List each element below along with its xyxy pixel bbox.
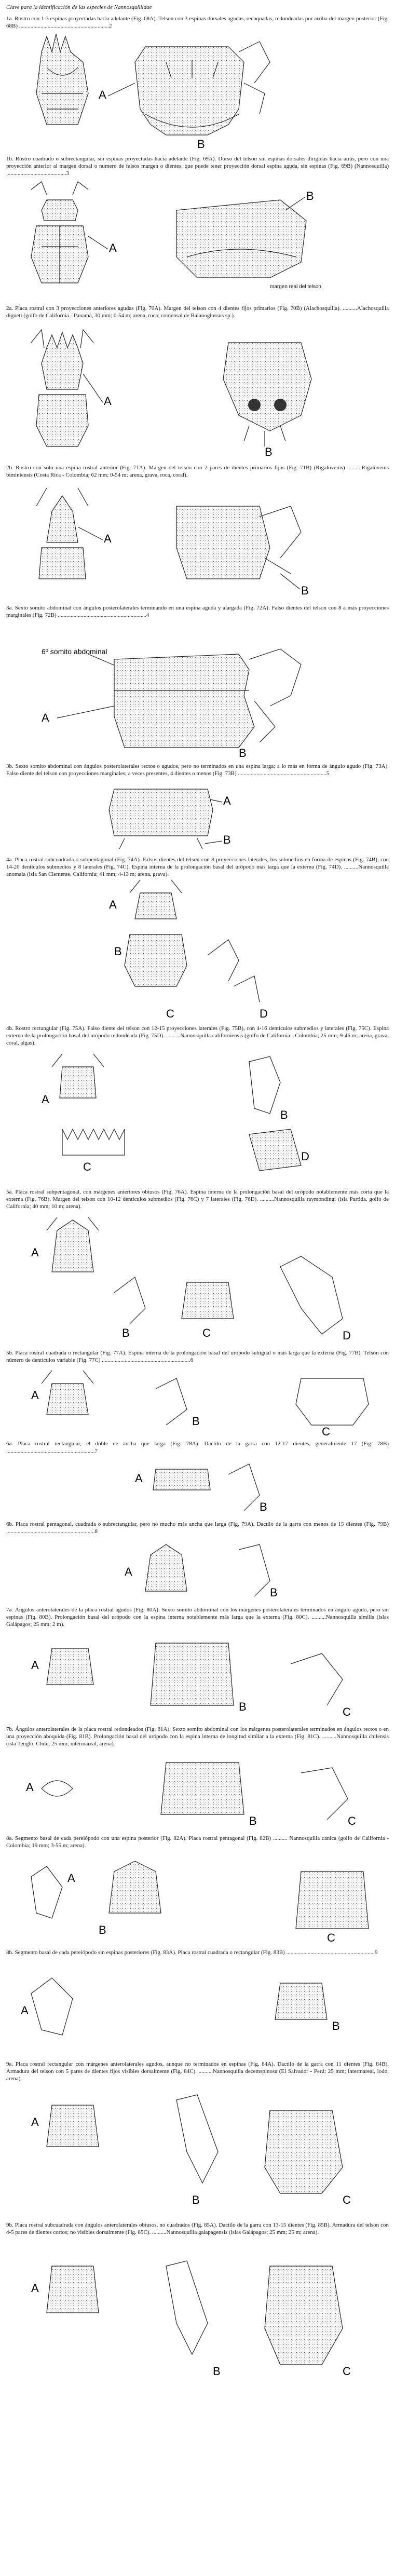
label-a: A (31, 1659, 39, 1672)
figure-85 (10, 2250, 384, 2385)
label-d: D (343, 1329, 351, 1342)
claw-drawing (239, 1544, 270, 1596)
label-a: A (135, 1472, 143, 1485)
key-entry-7a: 7a. Ángulos anterolaterales de la placa rostral agudos (Fig. 80A). Sexto somito abdominal con los márgenes posterolaterales terminados en ángulo agudo, pero sin espinas (Fig. 80B). Prolongación basal del urópodo con la espina interna notablemente más larga que la externa (Fig. 80C). ..........Nannosquilla similis (islas Galápagos; 25 mm; 2 m). (6, 1607, 389, 1628)
label-a: A (42, 711, 49, 724)
telson-drawing (249, 1129, 301, 1171)
rostral-plate-drawing (31, 330, 93, 446)
rostral-plate-drawing (130, 880, 182, 919)
figure-83 (10, 1968, 384, 2056)
label-a: A (104, 395, 112, 408)
label-d: D (301, 1150, 309, 1163)
head-drawing (47, 1217, 99, 1272)
label-b: B (213, 2365, 221, 2378)
label-c: C (322, 1425, 330, 1435)
head-drawing (52, 1054, 104, 1098)
label-b: B (265, 445, 273, 457)
label-c: C (343, 1705, 351, 1718)
figure-78 (10, 1459, 384, 1516)
head-drawing (42, 1371, 93, 1384)
rostral-plate-drawing (47, 2105, 99, 2147)
label-c: C (343, 2365, 351, 2378)
margen-real-label: margen real del telson (270, 284, 321, 290)
label-a: A (31, 1246, 39, 1259)
figure-69 (10, 179, 384, 299)
label-b: B (332, 2019, 340, 2032)
figure-74 (10, 877, 384, 1023)
somite-drawing (161, 1762, 244, 1814)
key-entry-2a: 2a. Placa rostral con 3 proyecciones anteriores agudas (Fig. 70A). Margen del telson con 4 dientes fijos primarios (Fig. 70B) (Alachosquilla). ..........Alachosquilla digueti (golfo de California - Panamá, 30 mm; 0-54 m; arena, roca; comensal de Balanoglossus sp.). (6, 305, 389, 319)
label-c: C (343, 2193, 351, 2206)
figure-84 (10, 2090, 384, 2214)
key-entry-6b: 6b. Placa rostral pentagonal, cuadrada o subrectangular, pero no mucho más ancha que larga (Fig. 79A). Dactilo de la garra con menos de 15 dientes (Fig. 79B) ..............................................................8 (6, 1521, 389, 1535)
telson-drawing (176, 200, 306, 278)
label-a: A (31, 2282, 39, 2295)
figure-76 (10, 1215, 384, 1345)
label-b: B (114, 945, 122, 958)
label-d: D (260, 1007, 268, 1020)
figure-71 (10, 485, 384, 600)
key-entry-8b: 8b. Segmento basal de cada pereiópodo sin espinas posteriores (Fig. 83A). Placa rostral cuadrada o rectangular (Fig. 83B) ..............................................................9 (6, 1949, 378, 1956)
rostral-plate-drawing (145, 1544, 187, 1591)
label-b: B (239, 1700, 247, 1713)
telson-drawing (223, 343, 311, 446)
somite-drawing (151, 1643, 234, 1705)
telson-detail-drawing (280, 1256, 343, 1334)
label-b: B (197, 138, 205, 151)
label-c: C (166, 1007, 174, 1020)
label-a: A (99, 88, 106, 101)
telson-drawing (125, 934, 187, 986)
figure-82 (10, 1856, 384, 1944)
label-b: B (260, 1500, 267, 1513)
label-b: B (270, 1586, 278, 1599)
label-a: A (109, 241, 117, 254)
label-b: B (122, 1326, 130, 1339)
key-entry-9b: 9b. Placa rostral subcuadrada con ángulos anterolaterales obtusos, no cuadrados (Fig. 85A). Dactilo de la garra con 13-15 dientes (Fig. 85B). Armadura del telson con 4-5 pares de dientes cortos; no visibles dorsalmente (Fig. 85C). ..........Nannosquilla galapagensis (islas Galápagos; 25 mm; 25 m; arena). (6, 2222, 389, 2235)
figure-80 (10, 1633, 384, 1721)
key-entry-4a: 4a. Placa rostral subcuadrada o subpentagonal (Fig. 74A). Falsos dientes del telson con 8 proyecciones laterales, los submedios en forma de espinas (Fig. 74B), con 14-20 dentículos submedios y 8 laterales (Fig. 74C). Espina interna de la prolongación basal del urópodo más larga que la externa (Fig. 74D). ..........Nannosquilla anomala (isla San Clemente, California; 41 mm; 4-13 m; arena, grava). (6, 857, 389, 877)
label-a: A (21, 2004, 29, 2017)
uropod-drawing (249, 1056, 280, 1114)
figure-70 (10, 327, 384, 457)
rostral-plate-drawing (275, 1983, 327, 2019)
key-entry-6a: 6a. Placa rostral rectangular, el doble de ancha que larga (Fig. 78A). Dactilo de la garra con 12-17 dientes, generalmente 17 (Fig. 78B) ..............................................................7 (6, 1441, 389, 1454)
label-b: B (239, 747, 247, 758)
label-a: A (31, 1389, 39, 1402)
telson-drawing (265, 2266, 343, 2365)
claw-drawing (228, 1464, 260, 1511)
telson-drawing (135, 42, 270, 135)
label-c: C (83, 1160, 91, 1173)
key-entry-2b: 2b. Rostro con sólo una espina rostral anterior (Fig. 71A). Margen del telson con 2 pares de dientes primarios fijos (Fig. 71B) (Rigaloveins) ..........Rigaloveins biminiensis (Costa Rica - Colombia; 62 mm; 0-54 m; arena, grava, roca, coral). (6, 465, 389, 478)
label-c: C (202, 1326, 211, 1339)
label-b: B (192, 1415, 200, 1428)
uropod-drawing (301, 1768, 348, 1820)
label-a: A (104, 532, 112, 545)
somite-drawing (109, 789, 213, 836)
label-a: A (223, 794, 231, 807)
figure-79 (10, 1539, 384, 1602)
key-entry-5b: 5b. Placa rostral cuadrada o rectangular (Fig. 77A). Espina interna de la prolongación basal del urópodo subigual o más larga que la externa (Fig. 77B). Telson con número de dentículos variable (Fig. 77C) ..............................................................6 (6, 1350, 389, 1363)
key-entry-1b: 1b. Rostro cuadrado o subrectangular, sin espinas proyectadas hacia adelante (Fig. 69A). Dorso del telson sin espinas dorsales dirigidas hacia atrás, pero con una proyección anterior al margen dorsal o numero de falsos margen o dientes, que puede tener proyección dorsal espina aguda, sin espinas (Fig. 69B) (Nannosquilla) ..........................................3 (6, 156, 389, 177)
key-entry-3b: 3b. Sexto somito abdominal con ángulos posterolaterales rectos o agudos, pero no terminados en una espina larga; a lo más en forma de ángulo agudo (Fig. 73A). Falso diente del telson con proyecciones marginales; a veces presentes, 4 dientes o menos (Fig. 73B) ..............................................................5 (6, 763, 389, 777)
label-a: A (67, 1872, 75, 1884)
rostral-plate-drawing (47, 2266, 99, 2313)
rostral-plate-drawing (47, 1648, 93, 1685)
sexto-somito-label: 6º somito abdominal (42, 647, 107, 656)
telson-drawing (296, 1378, 369, 1425)
key-entry-3a: 3a. Sexto somito abdominal con ángulos posterolaterales terminando en una espina aguda y alargada (Fig. 72A). Falso dientes del telson con 8 a más proyecciones marginales (Fig. 72B) ..............................................................4 (6, 605, 389, 618)
label-a: A (125, 1565, 132, 1578)
label-b: B (192, 2193, 200, 2206)
key-entry-7b: 7b. Ángulos anterolaterales de la placa rostral redondeados (Fig. 81A). Sexto somito abdominal con los márgenes posterolaterales terminados en ángulos rectos o en una proyección aboquida (Fig. 81B). Prolongación basal del urópodo con la espina interna de longitud similar a la externa (Fig. 81C). ..........Nannosquilla chilensis (isla Tenglo, Chile; 25 mm; intermareal, arena). (6, 1726, 389, 1747)
key-entry-9a: 9a. Placa rostral rectangular con márgenes anterolaterales agudos, aunque no terminados en espinas (Fig. 84A). Dactilo de la garra con 11 dientes (Fig. 84B). Armadura del telson con 5 pares de dientes fijos visibles dorsalmente (Fig. 84C). ..........Nannosquilla decemspinosa (El Salvador - Perú; 25 mm; intermareal, lodo, arena). (6, 2061, 389, 2082)
telson-drawing (176, 506, 301, 579)
uropod-drawing (291, 1653, 343, 1705)
figure-68 (10, 31, 384, 151)
figure-72 (10, 623, 384, 758)
label-a: A (26, 1781, 34, 1794)
label-a: A (42, 1093, 49, 1106)
claw-drawing (176, 2095, 218, 2183)
telson-margin-drawing (119, 838, 202, 849)
telson-drawing (182, 1282, 234, 1319)
pereiopod-drawing (31, 1978, 73, 2035)
rostral-plate-drawing (42, 1781, 73, 1796)
head-drawing (31, 182, 88, 283)
label-b: B (223, 833, 231, 846)
label-c: C (327, 1931, 335, 1944)
key-entry-8a: 8a. Segmento basal de cada pereiópodo con una espina posterior (Fig. 82A). Placa rostral pentagonal (Fig. 82B) .......... Nannosquilla canica (golfo de California - Colombia; 19 mm; 3-55 m; arena). (6, 1835, 389, 1849)
label-b: B (280, 1108, 288, 1121)
figure-75 (10, 1051, 384, 1181)
figure-81 (10, 1752, 384, 1830)
rostral-plate-drawing (153, 1469, 210, 1490)
label-b: B (249, 1814, 257, 1827)
pereiopod-drawing (31, 1866, 62, 1918)
telson-drawing (265, 2110, 343, 2193)
telson-drawing (114, 649, 301, 748)
label-a: A (31, 2116, 39, 2128)
head-drawing (36, 488, 88, 579)
uropod-drawing (114, 1277, 145, 1324)
head-drawing (109, 1861, 161, 1913)
label-b: B (301, 584, 309, 597)
figure-73 (10, 784, 384, 851)
rostral-plate-drawing (36, 34, 88, 125)
figure-77 (10, 1368, 384, 1435)
telson-margin-drawing (62, 1129, 125, 1155)
label-a: A (109, 898, 117, 911)
uropod-drawing (208, 940, 260, 1002)
uropod-drawing (156, 1378, 187, 1425)
label-b: B (99, 1923, 106, 1936)
page-header: Clave para la identificación de las especies de Nannosquillidae (6, 4, 152, 10)
key-entry-5a: 5a. Placa rostral subpentagonal, con márgenes anteriores obtusos (Fig. 76A). Espina interna de la prolongación basal del urópodo notablemente más corta que la externa (Fig. 76B). Margen del telson con 10-12 dentículos submedios (Fig. 76C) y 7 laterales (Fig. 76D). ..........Nannosquilla raymondingi (isla Partida, golfo de California; 40 mm; 10 m; arena). (6, 1189, 389, 1210)
claw-drawing (166, 2261, 208, 2354)
key-entry-1a: 1a. Rostro con 1-3 espinas proyectadas hacia adelante (Fig. 68A). Telson con 3 espinas dorsales agudas, redaquadas, redondeadas por arriba del margen posterior (Fig. 68B) ...............................................................2 (6, 16, 389, 29)
label-c: C (348, 1814, 356, 1827)
key-entry-4b: 4b. Rostro rectangular (Fig. 75A). Falso diente del telson con 12-15 proyecciones laterales (Fig. 75B), con 4-16 dentículos submedios y laterales (Fig. 75C). Espina externa de la prolongación basal del urópodo redondeada (Fig. 75D). ..........Nannosquilla californiensis (golfo de California - Colombia; 25 mm; 9-46 m; arena, grava, coral, algas). (6, 1025, 389, 1046)
telson-drawing (296, 1872, 369, 1929)
label-b: B (306, 189, 314, 202)
